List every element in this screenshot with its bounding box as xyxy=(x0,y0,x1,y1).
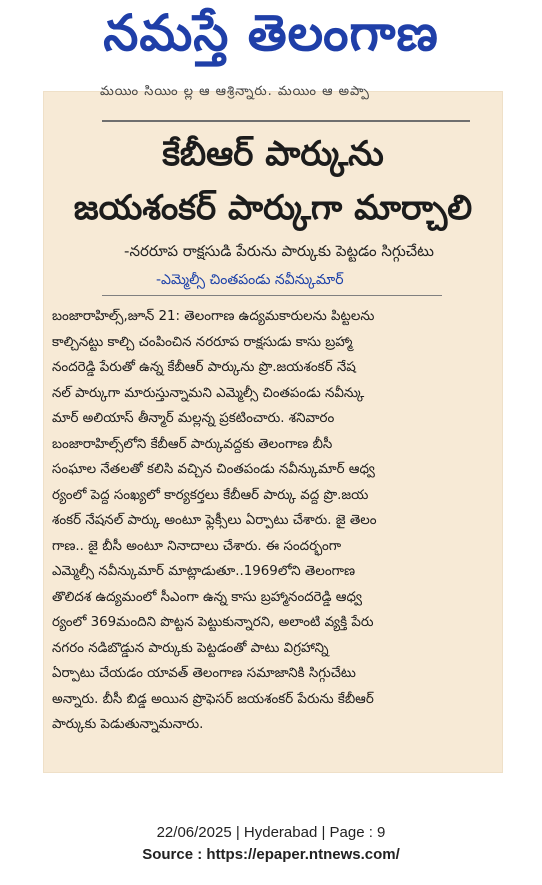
body-line: కాల్చినట్టు కాల్చి చంపించిన నరరూప రాక్షసుడు కాసు బ్రహ్మా xyxy=(52,334,353,350)
masthead xyxy=(0,0,542,78)
body-line: ర్యంలో పెద్ద సంఖ్యలో కార్యకర్తలు కేబీఆర్ పార్కు వద్ద ప్రొ.జయ xyxy=(52,487,369,503)
newspaper-logo: నమస్తే తెలంగాణ xyxy=(103,3,439,62)
article-body xyxy=(52,304,496,738)
body-line: సంఘాల నేతలతో కలిసి వచ్చిన చింతపండు నవీన్కుమార్ ఆధ్వ xyxy=(52,462,375,477)
headline-line-1: కేబీఆర్ పార్కును xyxy=(162,134,384,174)
cut-previous-line xyxy=(44,84,502,110)
byline: -ఎమ్మెల్సీ చింతపండు నవీన్కుమార్ xyxy=(156,272,344,288)
body-line: గాణ.. జై బీసీ అంటూ నినాదాలు చేశారు. ఈ సందర్భంగా xyxy=(52,538,342,554)
article-clipping xyxy=(44,84,502,772)
body-line: మార్ అలియాస్ తీన్మార్ మల్లన్న ప్రకటించారు. శనివారం xyxy=(52,411,335,426)
divider-bottom xyxy=(102,295,442,296)
cut-line-text: మయిం సియిం ల్ల ఆ ఆశ్రిన్నారు. మయిం ఆ అప్పా xyxy=(100,84,370,99)
body-line: ఏర్పాటు చేయడం యావత్ తెలంగాణ సమాజానికి సిగ్గుచేటు xyxy=(52,666,356,681)
subheadline: -నరరూప రాక్షసుడి పేరును పార్కుకు పెట్టడం సిగ్గుచేటు xyxy=(124,242,434,260)
body-line: బంజారాహిల్స్,జూన్ 21: తెలంగాణ ఉద్యమకారులను పిట్టలను xyxy=(52,309,375,324)
body-line: నగరం నడిబొడ్డున పార్కుకు పెట్టడంతో పాటు విగ్రహాన్ని xyxy=(52,640,329,656)
body-line: ఎమ్మెల్సీ నవీన్కుమార్ మాట్లాడుతూ..1969లోని తెలంగాణ xyxy=(52,564,356,579)
body-line: ర్యంలో 369మందిని పొట్టన పెట్టుకున్నారని, అలాంటి వ్యక్తి పేరు xyxy=(52,615,374,630)
headline-line-2: జయశంకర్ పార్కుగా మార్చాలి xyxy=(73,188,473,228)
body-line: నందరెడ్డి పేరుతో ఉన్న కేబీఆర్ పార్కును ప్రొ.జయశంకర్ నేష xyxy=(52,360,356,375)
body-line: అన్నారు. బీసీ బిడ్డ అయిన ప్రొఫెసర్ జయశంకర్ పేరును కేబీఆర్ xyxy=(52,691,374,707)
body-line: బంజారాహిల్స్‌లోని కేబీఆర్ పార్కువద్దకు తెలంగాణ బీసీ xyxy=(52,436,333,452)
body-line: పార్కుకు పెడుతున్నామనారు. xyxy=(52,717,204,732)
body-line: శంకర్ నేషనల్ పార్కు అంటూ ఫ్లెక్సీలు ఏర్పాటు చేశారు. జై తెలం xyxy=(52,513,377,528)
source-line: Source : https://epaper.ntnews.com/ xyxy=(142,846,400,863)
body-line: తొలిదశ ఉద్యమంలో సీఎంగా ఉన్న కాసు బ్రహ్మానందరెడ్డి ఆధ్వ xyxy=(52,589,362,605)
divider-top xyxy=(102,120,470,122)
date-page-line: 22/06/2025 | Hyderabad | Page : 9 xyxy=(156,824,386,841)
body-line: నల్ పార్కుగా మారుస్తున్నామని ఎమ్మెల్సీ చింతపండు నవీన్కు xyxy=(52,385,365,401)
